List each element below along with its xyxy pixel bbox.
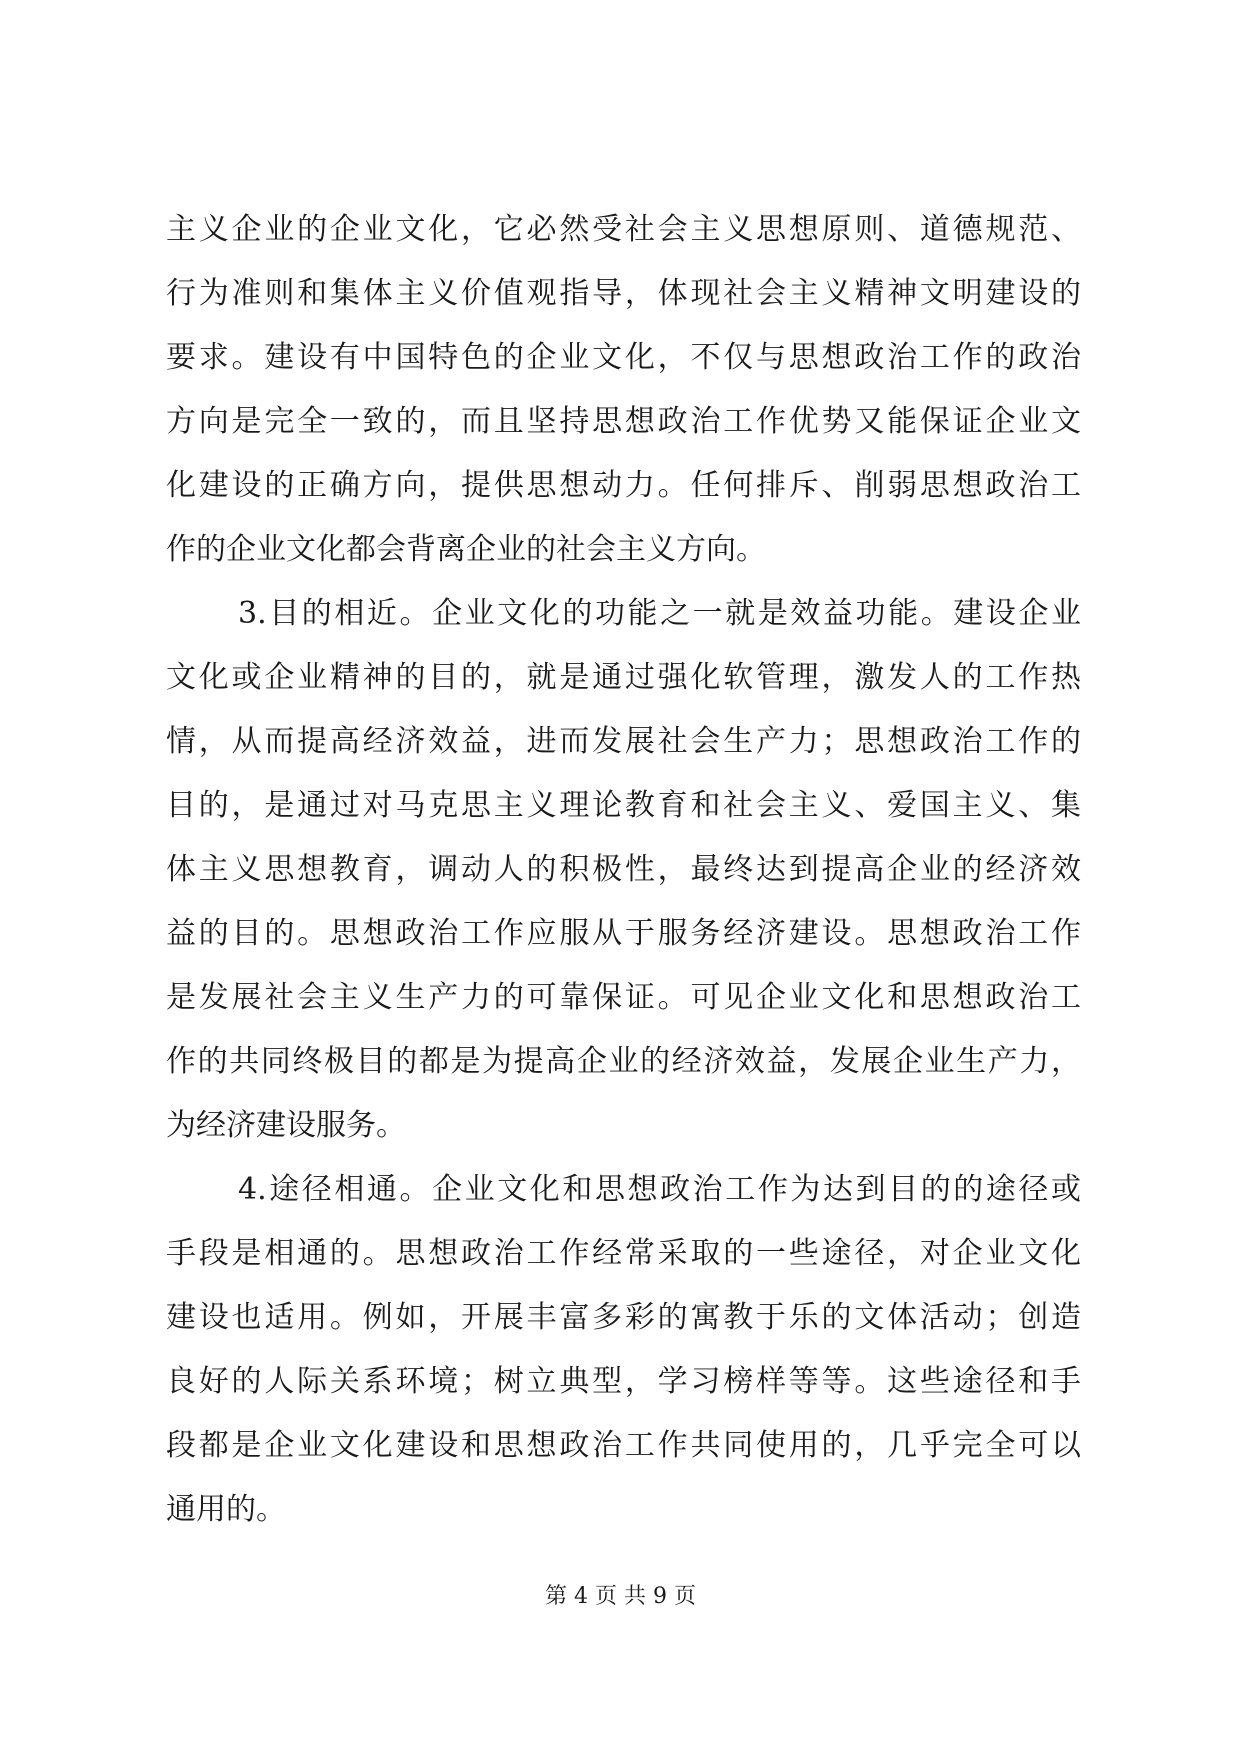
text-line: 化建设的正确方向，提供思想动力。任何排斥、削弱思想政治工 bbox=[166, 468, 1081, 503]
text-line: 3.目的相近。企业文化的功能之一就是效益功能。建设企业 bbox=[238, 596, 1081, 631]
text-line: 建设也适用。例如，开展丰富多彩的寓教于乐的文体活动；创造 bbox=[166, 1300, 1081, 1335]
text-line: 良好的人际关系环境；树立典型，学习榜样等等。这些途径和手 bbox=[166, 1364, 1081, 1399]
text-line: 作的共同终极目的都是为提高企业的经济效益，发展企业生产力， bbox=[166, 1044, 1081, 1079]
paragraph-means-connected bbox=[166, 1158, 1081, 1542]
text-line: 手段是相通的。思想政治工作经常采取的一些途径，对企业文化 bbox=[166, 1236, 1081, 1271]
text-line: 益的目的。思想政治工作应服从于服务经济建设。思想政治工作 bbox=[166, 916, 1081, 951]
text-line: 主义企业的企业文化，它必然受社会主义思想原则、道德规范、 bbox=[166, 212, 1081, 247]
text-line: 4.途径相通。企业文化和思想政治工作为达到目的的途径或 bbox=[238, 1172, 1081, 1207]
text-line: 情，从而提高经济效益，进而发展社会生产力；思想政治工作的 bbox=[166, 724, 1081, 759]
text-line: 文化或企业精神的目的，就是通过强化软管理，激发人的工作热 bbox=[166, 660, 1081, 695]
text-line: 体主义思想教育，调动人的积极性，最终达到提高企业的经济效 bbox=[166, 852, 1081, 887]
text-line: 通用的。 bbox=[166, 1492, 286, 1527]
text-line: 是发展社会主义生产力的可靠保证。可见企业文化和思想政治工 bbox=[166, 980, 1081, 1015]
text-line: 要求。建设有中国特色的企业文化，不仅与思想政治工作的政治 bbox=[166, 340, 1081, 375]
text-line: 作的企业文化都会背离企业的社会主义方向。 bbox=[166, 532, 766, 567]
paragraph-continuation bbox=[166, 198, 1081, 582]
text-line: 为经济建设服务。 bbox=[166, 1108, 406, 1143]
paragraph-purpose-similar bbox=[166, 582, 1081, 1158]
body-text bbox=[166, 198, 1081, 1542]
page-number-footer: 第 4 页 共 9 页 bbox=[545, 1584, 696, 1609]
text-line: 段都是企业文化建设和思想政治工作共同使用的，几乎完全可以 bbox=[166, 1428, 1081, 1463]
text-line: 目的，是通过对马克思主义理论教育和社会主义、爱国主义、集 bbox=[166, 788, 1081, 823]
text-line: 行为准则和集体主义价值观指导，体现社会主义精神文明建设的 bbox=[166, 276, 1081, 311]
text-line: 方向是完全一致的，而且坚持思想政治工作优势又能保证企业文 bbox=[166, 404, 1081, 439]
